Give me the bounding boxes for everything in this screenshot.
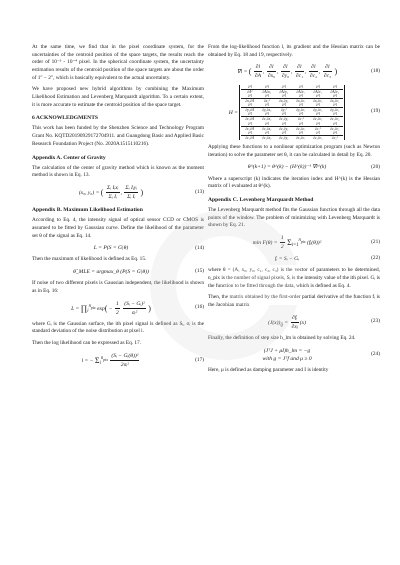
hessian-cell: ∂²l ∂x₀∂c₃ <box>326 94 343 103</box>
hessian-cell: ∂²l ∂y₀∂c₂ <box>309 103 326 112</box>
equation-13 <box>32 184 204 201</box>
hessian-cell: ∂²l ∂c₃∂A <box>241 131 258 140</box>
equation-number-16: (16) <box>195 304 204 311</box>
equation-21-body: min F(θ) = $\frac{1}{2}$ $\Sigma_{i=1}^{n_{pix}}$ (fᵢ(θ))² <box>252 234 322 251</box>
hessian-cell: ∂²l ∂c₃² <box>326 131 343 140</box>
hessian-cell: ∂²l ∂c₁∂x₀ <box>258 112 275 121</box>
hessian-cell: ∂²l ∂y₀∂A <box>241 103 258 112</box>
right-column <box>208 44 380 378</box>
hessian-cell: ∂²l ∂c₁∂A <box>241 112 258 121</box>
hessian-cell: ∂²l ∂A∂y₀ <box>275 85 292 94</box>
equation-24 <box>208 347 380 363</box>
equation-20 <box>208 163 380 171</box>
paragraph-newton: Applying these functions to a nonlinear optimization program (such as Newton iteration) to solve the parameter set θ, it can be calculated in detail by Eq. 20. <box>208 144 380 158</box>
hessian-cell: ∂²l ∂c₂∂c₁ <box>292 122 309 131</box>
left-column <box>32 44 204 373</box>
paragraph-appendix-a: The calculation of the center of gravity method which is known as the moment method is shown in Eq. 13. <box>32 164 204 179</box>
paragraph-damping: Here, μ is defined as damping parameter and I is identity <box>208 366 329 373</box>
hessian-cell: ∂²l ∂c₁∂c₃ <box>326 112 343 121</box>
paragraph-acknowledgments: This work has been funded by the Shenzhen Science and Technology Program Grant No. KQTD20190929172704911. and Guangdong Basic and Applied Basic Research Foundation Project (No. 2020A1515110216). <box>32 125 204 147</box>
equation-number-22: (22) <box>371 255 380 262</box>
hessian-cell: ∂²l ∂c₁² <box>292 112 309 121</box>
equation-15-body: θ̂_MLE = argmax_θ (P(S = G|θ)) <box>73 269 149 276</box>
equation-14 <box>32 244 204 252</box>
hessian-cell: ∂²l ∂c₂∂c₃ <box>326 122 343 131</box>
hessian-cell: ∂²l ∂x₀∂c₂ <box>309 94 326 103</box>
heading-appendix-b: Appendix B. Maximum Likelihood Estimation <box>32 207 143 214</box>
hessian-cell: ∂²l ∂c₃∂y₀ <box>275 131 292 140</box>
hessian-cell: ∂²l ∂x₀∂c₁ <box>292 94 309 103</box>
equation-18 <box>208 63 380 80</box>
equation-24-body <box>208 347 366 363</box>
hessian-cell: ∂²l ∂c₁∂y₀ <box>275 112 292 121</box>
hessian-cell: ∂²l ∂A∂c₃ <box>326 85 343 94</box>
paragraph-appendix-b-2: Then the maximum of likelihood is defined as Eq. 15. <box>32 256 147 263</box>
equation-23 <box>208 314 380 331</box>
paragraph-parameters: where θ = (A, x₀, y₀, c₁, c₂, c₃) is the vector of parameters to be determined, n_pix is the number of signal pixels, Sᵢ is the intensity value of the ith pixel. Gᵢ is the function to be fitted through the data, which is defined as Eq. 4. <box>208 267 380 289</box>
paragraph-hybrid: We have proposed new hybrid algorithms by combining the Maximum Likelihood Estimation and Levenberg Marquardt algorithm. To a certain extent, it is more accurate to estimate the centroid position of the space target. <box>32 86 204 108</box>
hessian-cell: ∂²l ∂c₃∂c₁ <box>292 131 309 140</box>
hessian-cell: ∂²l ∂c₂∂y₀ <box>275 122 292 131</box>
equation-15 <box>32 268 204 276</box>
hessian-cell: ∂²l ∂c₂∂x₀ <box>258 122 275 131</box>
hessian-cell: ∂²l ∂A∂c₁ <box>292 85 309 94</box>
hessian-cell: ∂²l ∂x₀∂y₀ <box>275 94 292 103</box>
hessian-cell: ∂²l ∂c₃∂x₀ <box>258 131 275 140</box>
paragraph-appendix-c-1: The Levenberg Marquardt method fits the Gaussian function through all the data points of the window. The problem of minimizing with Levenberg Marquardt is shown by Eq. 21. <box>208 206 380 229</box>
equation-number-24: (24) <box>371 350 380 357</box>
hessian-cell: ∂²l ∂A∂x₀ <box>258 85 275 94</box>
hessian-matrix <box>239 85 345 141</box>
paragraph-appendix-b-1: According to Eq. 4, the intensity signal of optical sensor CCD or CMOS is assumed to be fitted by Gaussian curve. Define the likelihood of the parameter set θ of the signal as Eq. 14. <box>32 217 204 239</box>
equation-number-18: (18) <box>371 68 380 75</box>
equation-18-body: ∇l = ( $\frac{\partial l}{\partial A}$ , $\frac{\partial l}{\text{∂x₀}}$ , $\frac{\partial l}{\text{∂y₀}}$ , $\frac{\partial l}{\text{∂c₁}}$ , $\frac{\partial l}{\text{∂c₂}}$ , $\frac{\partial l}{\text{∂c₃}}$ ) <box>236 64 338 80</box>
paragraph-results: At the same time, we find that in the pixel coordinate system, for the uncertainties of the centroid position of the space targets, the results reach the order of 10⁻³ - 10⁻⁴ pixel. In the spherical coordinate system, the uncertainty estimation results of the centroid position of the space targets are about the order of 1″ − 2″, which is basically equivalent to the actual uncertainty. <box>32 44 204 81</box>
paragraph-jacobian: Then, the matrix obtained by the first-order partial derivative of the function fᵢ is the Jacobian matrix <box>208 294 380 308</box>
equation-22-body: fᵢ = Sᵢ − Gᵢ <box>274 256 300 263</box>
paragraph-iteration-index: Where a superscript (k) indicates the iteration index and H^(k) is the Hessian matrix of l evaluated at θ^(k). <box>208 175 380 190</box>
equation-24-line-2: with g = Jᵀf and μ ≥ 0 <box>262 355 312 362</box>
equation-number-21: (21) <box>371 238 380 245</box>
equation-16-body: $L = \prod_i^{n_{pix}}$ exp( − $\frac{1}{2}$ $\frac{\text{(Sᵢ − Gᵢ)²}}{\text{σᵢ²}}$ ) <box>71 300 151 316</box>
equation-number-23: (23) <box>371 318 380 325</box>
equation-number-15: (15) <box>195 268 204 275</box>
paragraph-gradient-hessian: From the log-likelihood function l, its gradient and the Hessian matrix can be obtained by Eq. 18 and 19, respectively. <box>208 44 380 58</box>
heading-appendix-c: Appendix C. Levenberg Marquardt Method <box>208 196 314 203</box>
hessian-cell: ∂²l ∂y₀∂x₀ <box>258 103 275 112</box>
hessian-cell: ∂²l ∂c₂² <box>309 122 326 131</box>
equation-number-13: (13) <box>195 188 204 195</box>
paragraph-appendix-b-5: Then the log likelihood can be expressed as Eq. 17. <box>32 340 141 347</box>
heading-appendix-a: Appendix A. Center of Gravity <box>32 154 106 161</box>
hessian-cell: ∂²l ∂x₀∂A <box>241 94 258 103</box>
equation-13-body: (x₀, y₀) = ( $\frac{\text{Σᵢ Iᵢxᵢ}}{\text{Σᵢ Iᵢ}}$ , $\frac{\text{Σᵢ Iᵢyᵢ}}{\text{Σᵢ Iᵢ}}$ ) <box>78 184 144 201</box>
paragraph-step-size: Finally, the definition of step size h_lm is obtained by solving Eq. 24. <box>208 334 356 341</box>
hessian-cell: ∂²l ∂c₃∂c₂ <box>309 131 326 140</box>
hessian-cell: ∂²l ∂c₁∂c₂ <box>309 112 326 121</box>
equation-23-body: $(J(x))_{ij}$ = $\frac{\text{∂fᵢ}}{\text{∂xⱼ}}$ (x) <box>267 314 307 330</box>
hessian-cell: ∂²l ∂y₀² <box>275 103 292 112</box>
equation-number-20: (20) <box>371 163 380 170</box>
equation-16 <box>32 300 204 317</box>
equation-number-17: (17) <box>195 356 204 363</box>
hessian-cell: ∂²l ∂x₀² <box>258 94 275 103</box>
equation-20-body: θ^(k+1) = θ^(k) − (H^(k))⁻¹ ∇l^(k) <box>247 164 327 171</box>
paragraph-appendix-b-3: If noise of two different pixels is Gaussian independent, the likelihood is shown as in Eq. 16: <box>32 280 204 294</box>
hessian-cell: ∂²l ∂A² <box>241 85 258 94</box>
equation-24-line-1: (JᵀJ + μI)h_lm = −g <box>263 347 311 354</box>
equation-17 <box>32 352 204 369</box>
equation-17-body: l = − $\Sigma_i^{n_{pix}}$ $\frac{\text{(Sᵢ − Gᵢ(θ))²}}{\text{2σᵢ²}}$ <box>81 352 139 368</box>
hessian-cell: ∂²l ∂c₂∂A <box>241 122 258 131</box>
hessian-cell: ∂²l ∂y₀∂c₃ <box>326 103 343 112</box>
hessian-cell: ∂²l ∂y₀∂c₁ <box>292 103 309 112</box>
heading-acknowledgments: 6 ACKNOWLEDGMENTS <box>32 115 99 122</box>
equation-number-14: (14) <box>195 244 204 251</box>
equation-21 <box>208 234 380 251</box>
hessian-cell: ∂²l ∂A∂c₂ <box>309 85 326 94</box>
equation-14-body: L = P(S = G|θ) <box>93 245 129 252</box>
paragraph-appendix-b-4: where Gᵢ is the Gaussian surface, the ith pixel signal is defined as Sᵢ, σᵢ is the standard deviation of the noise distribution at pixel i. <box>32 320 204 335</box>
equation-number-19: (19) <box>371 108 380 115</box>
equation-19 <box>208 85 380 141</box>
equation-19-body: H = ∂²l ∂A² ∂²l ∂A∂x₀ ∂²l ∂A∂y₀ ∂²l ∂A∂c₁ ∂²l ∂A∂c₂ ∂²l ∂A∂c₃ ∂²l ∂x₀∂A ∂²l ∂x₀² ∂²l ∂x₀∂y₀ ∂²l ∂x₀∂c₁ ∂²l ∂x₀∂c₂ ∂²l ∂x₀∂c₃ ∂²l ∂y₀∂A ∂²l ∂y₀∂x₀ ∂²l ∂y₀² ∂²l ∂y₀∂c₁ ∂²l ∂y₀∂c₂ ∂²l ∂y₀∂c₃ ∂²l ∂c₁∂A ∂²l ∂c₁∂x₀ ∂²l ∂c₁∂y₀ ∂²l ∂c₁² ∂²l ∂c₁∂c₂ ∂²l ∂c₁∂c₃ ∂²l ∂c₂∂A ∂²l ∂c₂∂x₀ ∂²l ∂c₂∂y₀ ∂²l ∂c₂∂c₁ ∂²l ∂c₂² ∂²l ∂c₂∂c₃ ∂²l ∂c₃∂A ∂²l ∂c₃∂x₀ ∂²l ∂c₃∂y₀ ∂²l ∂c₃∂c₁ ∂²l ∂c₃∂c₂ ∂²l ∂c₃² <box>208 85 366 141</box>
equation-22 <box>208 255 380 263</box>
